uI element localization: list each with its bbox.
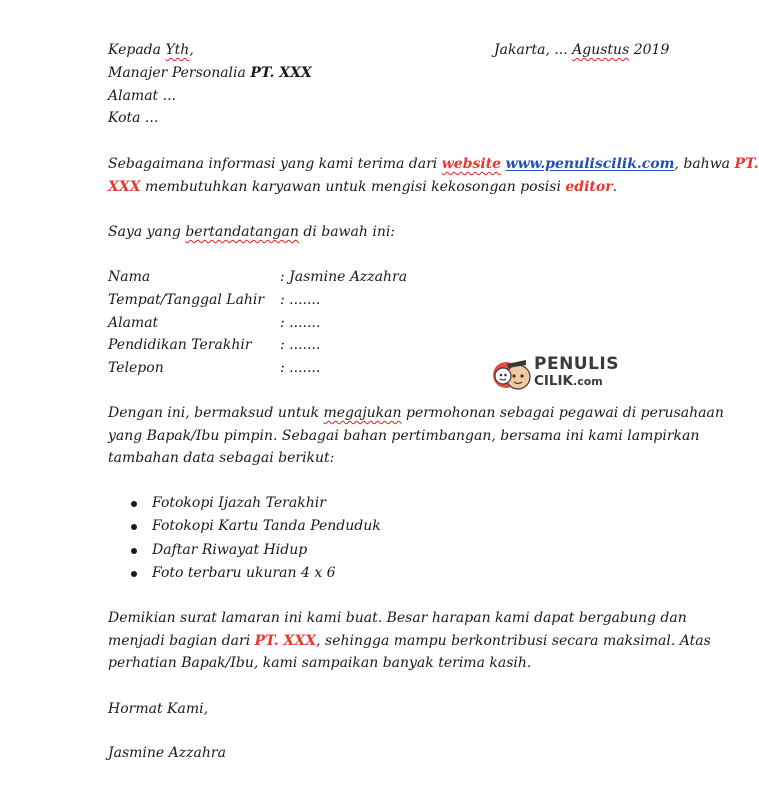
- list-item: Foto terbaru ukuran 4 x 6: [108, 562, 381, 585]
- birth-label: Tempat/Tanggal Lahir: [108, 292, 265, 308]
- list-item: Fotokopi Kartu Tanda Penduduk: [108, 515, 381, 538]
- list-item: Fotokopi Ijazah Terakhir: [108, 492, 381, 515]
- recipient-abbrev: Yth: [165, 42, 190, 58]
- name-label: Nama: [108, 269, 151, 285]
- signer-name: Jasmine Azzahra: [108, 745, 226, 761]
- address-label: Alamat: [108, 315, 159, 331]
- attachment-list: [108, 492, 381, 585]
- logo-line-1: PENULIS: [534, 354, 620, 374]
- city-line: Kota ...: [108, 110, 159, 126]
- list-item: Daftar Riwayat Hidup: [108, 539, 381, 562]
- website-link[interactable]: www.penuliscilik.com: [505, 156, 675, 172]
- company-name-intro-2: XXX: [108, 178, 141, 195]
- address-line: Alamat ...: [108, 88, 176, 104]
- signatory-word: bertandatangan: [185, 224, 299, 240]
- name-value: : Jasmine Azzahra: [280, 269, 408, 285]
- company-name-intro-1: PT.: [734, 156, 759, 172]
- penulis-cilik-mascot-icon: [492, 356, 532, 394]
- logo-wordmark: [534, 356, 619, 390]
- education-value: : .......: [280, 337, 321, 353]
- company-name-closing: PT. XXX: [254, 632, 317, 649]
- intro-paragraph: Sebagaimana informasi yang kami terima dari website www.penuliscilik.com, bahwa PT. XXX membutuhkan karyawan untuk mengisi kekosongan posisi editor.: [108, 156, 759, 195]
- signoff: Hormat Kami,: [108, 701, 209, 717]
- date-line: Jakarta, ... Agustus 2019: [494, 42, 670, 58]
- company-name: PT. XXX: [250, 65, 312, 81]
- penulis-cilik-logo: [492, 354, 620, 394]
- manager-line: Manajer Personalia PT. XXX: [108, 65, 312, 81]
- request-typo-word: megajukan: [323, 405, 402, 421]
- logo-line-2: CILIK: [534, 373, 574, 389]
- address-value: : .......: [280, 315, 321, 331]
- phone-value: : .......: [280, 360, 321, 376]
- signatory-intro: Saya yang bertandatangan di bawah ini:: [108, 224, 396, 240]
- logo-dotcom: .com: [573, 375, 603, 388]
- position-name: editor: [565, 178, 613, 195]
- closing-paragraph: Demikian surat lamaran ini kami buat. Besar harapan kami dapat bergabung dan menjadi bagian dari PT. XXX, sehingga mampu berkontribusi secara maksimal. Atas perhatian Bapak/Ibu, kami sampaikan banyak terima kasih.: [108, 610, 711, 671]
- request-paragraph: Dengan ini, bermaksud untuk megajukan permohonan sebagai pegawai di perusahaan yang Bapak/Ibu pimpin. Sebagai bahan pertimbangan, bersama ini kami lampirkan tambahan data sebagai berikut:: [108, 405, 724, 466]
- recipient-line: Kepada Yth,: [108, 42, 194, 58]
- education-label: Pendidikan Terakhir: [108, 337, 252, 353]
- birth-value: : .......: [280, 292, 321, 308]
- phone-label: Telepon: [108, 360, 164, 376]
- website-word: website: [441, 156, 502, 172]
- date-month: Agustus: [572, 42, 630, 58]
